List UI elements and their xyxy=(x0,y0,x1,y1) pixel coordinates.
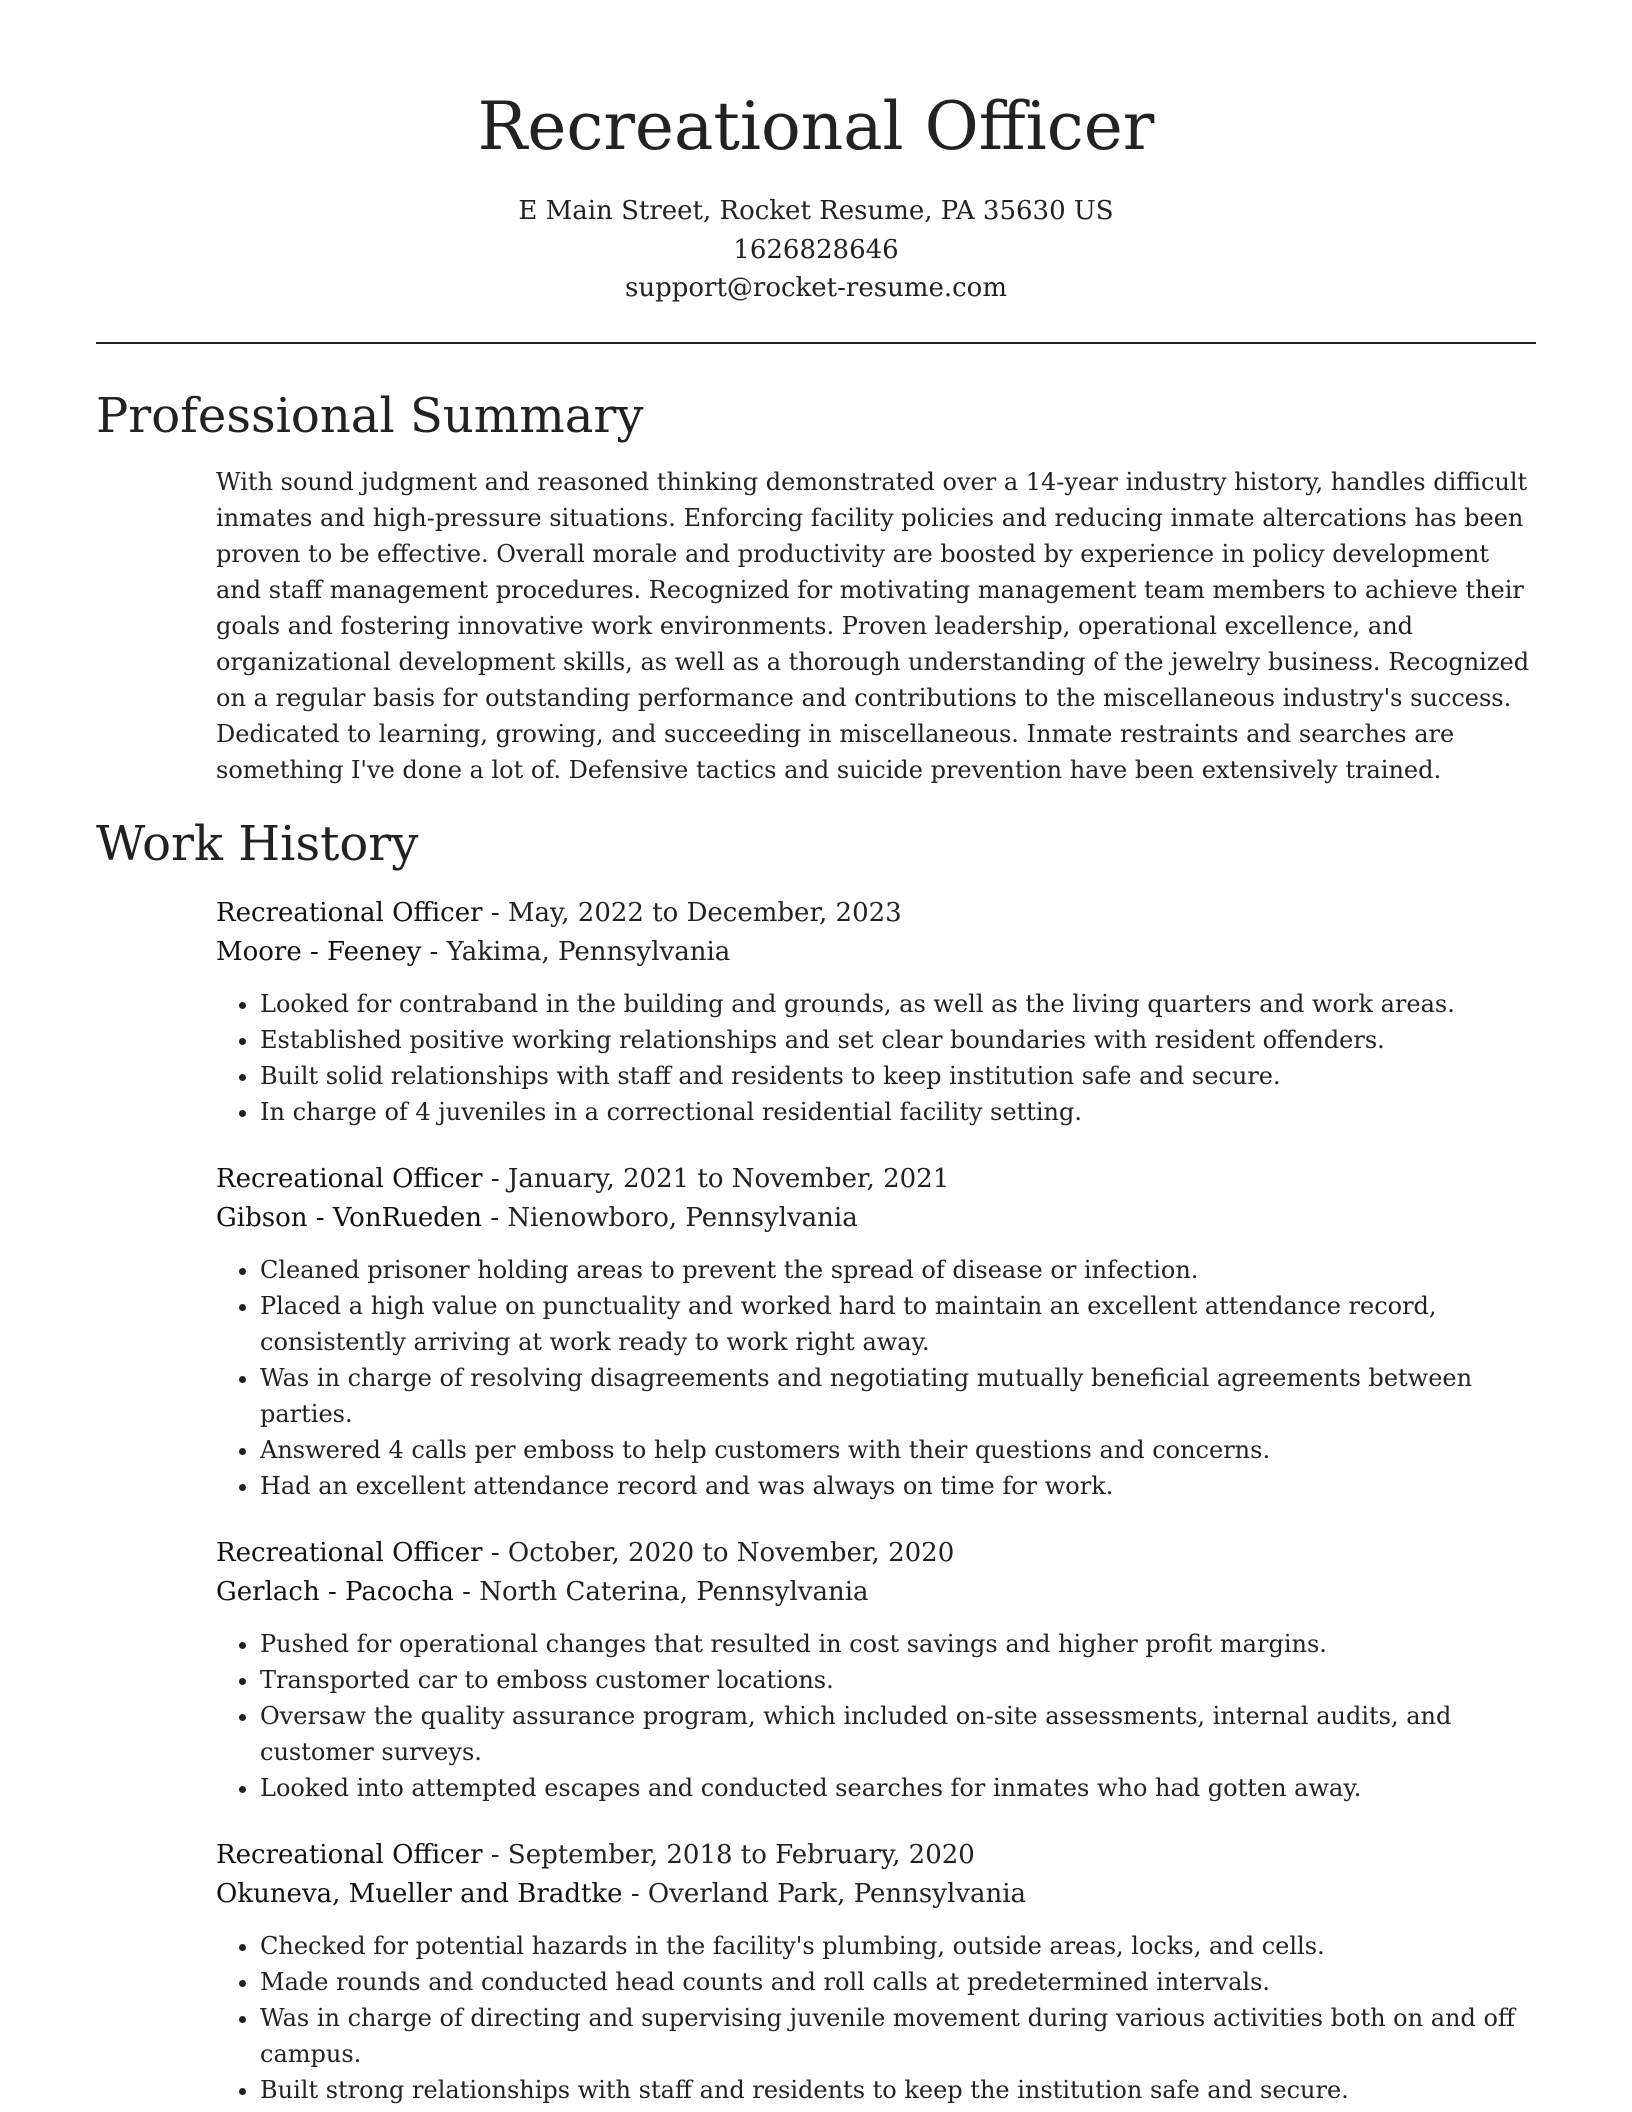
job-company: Gibson - VonRueden xyxy=(216,1202,483,1233)
job-bullet: • Was in charge of resolving disagreements and negotiating mutually beneficial agreements between parties. xyxy=(260,1360,1545,1432)
job-role: Recreational Officer xyxy=(216,1839,483,1870)
job-title-line xyxy=(216,1160,1536,1199)
job-entry xyxy=(216,1836,1536,2108)
job-dates: - October, 2020 to November, 2020 xyxy=(482,1537,955,1568)
job-role: Recreational Officer xyxy=(216,1537,483,1568)
job-bullet: • Cleaned prisoner holding areas to prevent the spread of disease or infection. xyxy=(260,1252,1545,1288)
job-company-line xyxy=(216,1199,1536,1238)
job-entry xyxy=(216,1160,1536,1504)
job-bullet: • Placed a high value on punctuality and worked hard to maintain an excellent attendance record, consistently arriving at work ready to work right away. xyxy=(260,1288,1545,1360)
job-bullet: • Established positive working relationships and set clear boundaries with resident offenders. xyxy=(260,1022,1545,1058)
job-entry xyxy=(216,1534,1536,1806)
contact-block xyxy=(96,192,1536,308)
job-bullet: • Built strong relationships with staff and residents to keep the institution safe and secure. xyxy=(260,2072,1545,2108)
job-bullet: • Answered 4 calls per emboss to help customers with their questions and concerns. xyxy=(260,1432,1545,1468)
job-dates: - September, 2018 to February, 2020 xyxy=(482,1839,975,1870)
job-company: Gerlach - Pacocha xyxy=(216,1576,454,1607)
job-bullet: • Transported car to emboss customer locations. xyxy=(260,1662,1545,1698)
job-bullet: • Built solid relationships with staff and residents to keep institution safe and secure. xyxy=(260,1058,1545,1094)
job-dates: - January, 2021 to November, 2021 xyxy=(482,1163,950,1194)
header-divider xyxy=(96,342,1536,344)
job-bullet: • Looked for contraband in the building and grounds, as well as the living quarters and work areas. xyxy=(260,986,1545,1022)
job-title-line xyxy=(216,1836,1536,1875)
candidate-name: Recreational Officer xyxy=(477,88,1155,165)
address-line: E Main Street, Rocket Resume, PA 35630 US xyxy=(518,196,1114,226)
job-location: - Yakima, Pennsylvania xyxy=(421,936,731,967)
job-role: Recreational Officer xyxy=(216,897,483,928)
job-title-line xyxy=(216,1534,1536,1573)
job-location: - Nienowboro, Pennsylvania xyxy=(482,1202,858,1233)
job-bullet: • Checked for potential hazards in the facility's plumbing, outside areas, locks, and cells. xyxy=(260,1928,1545,1964)
job-company-line xyxy=(216,1875,1536,1914)
work-history-heading: Work History xyxy=(96,815,419,872)
summary-heading: Professional Summary xyxy=(96,387,644,444)
job-company: Moore - Feeney xyxy=(216,936,422,967)
job-company-line xyxy=(216,933,1536,972)
job-location: - Overland Park, Pennsylvania xyxy=(622,1878,1027,1909)
job-dates: - May, 2022 to December, 2023 xyxy=(482,897,902,928)
email-line: support@rocket-resume.com xyxy=(624,273,1007,303)
job-location: - North Caterina, Pennsylvania xyxy=(453,1576,869,1607)
job-bullet: • Had an excellent attendance record and was always on time for work. xyxy=(260,1468,1545,1504)
phone-line: 1626828646 xyxy=(733,234,899,265)
job-bullets xyxy=(216,1928,1545,2108)
job-bullets xyxy=(216,986,1545,1130)
job-bullet: • Pushed for operational changes that resulted in cost savings and higher profit margins. xyxy=(260,1626,1545,1662)
resume-header xyxy=(96,0,1536,308)
job-bullet: • In charge of 4 juveniles in a correctional residential facility setting. xyxy=(260,1094,1545,1130)
job-bullet: • Was in charge of directing and supervising juvenile movement during various activities both on and off campus. xyxy=(260,2000,1545,2072)
job-bullet: • Oversaw the quality assurance program, which included on-site assessments, internal audits, and customer surveys. xyxy=(260,1698,1545,1770)
job-bullet: • Made rounds and conducted head counts and roll calls at predetermined intervals. xyxy=(260,1964,1545,2000)
job-entry xyxy=(216,894,1536,1130)
job-title-line xyxy=(216,894,1536,933)
job-bullets xyxy=(216,1252,1545,1504)
summary-text: With sound judgment and reasoned thinking demonstrated over a 14-year industry history, handles difficult inmates and high-pressure situations. Enforcing facility policies and reducing inmate altercations has been proven to be effective. Overall morale and productivity are boosted by experience in policy development and staff management procedures. Recognized for motivating management team members to achieve their goals and fostering innovative work environments. Proven leadership, operational excellence, and organizational development skills, as well as a thorough understanding of the jewelry business. Recognized on a regular basis for outstanding performance and contributions to the miscellaneous industry's success. Dedicated to learning, growing, and succeeding in miscellaneous. Inmate restraints and searches are something I've done a lot of. Defensive tactics and suicide prevention have been extensively trained. xyxy=(216,467,1530,784)
job-role: Recreational Officer xyxy=(216,1163,483,1194)
job-bullets xyxy=(216,1626,1545,1806)
resume-page xyxy=(96,0,1536,2108)
job-company: Okuneva, Mueller and Bradtke xyxy=(216,1878,623,1909)
job-company-line xyxy=(216,1573,1536,1612)
job-bullet: • Looked into attempted escapes and conducted searches for inmates who had gotten away. xyxy=(260,1770,1545,1806)
